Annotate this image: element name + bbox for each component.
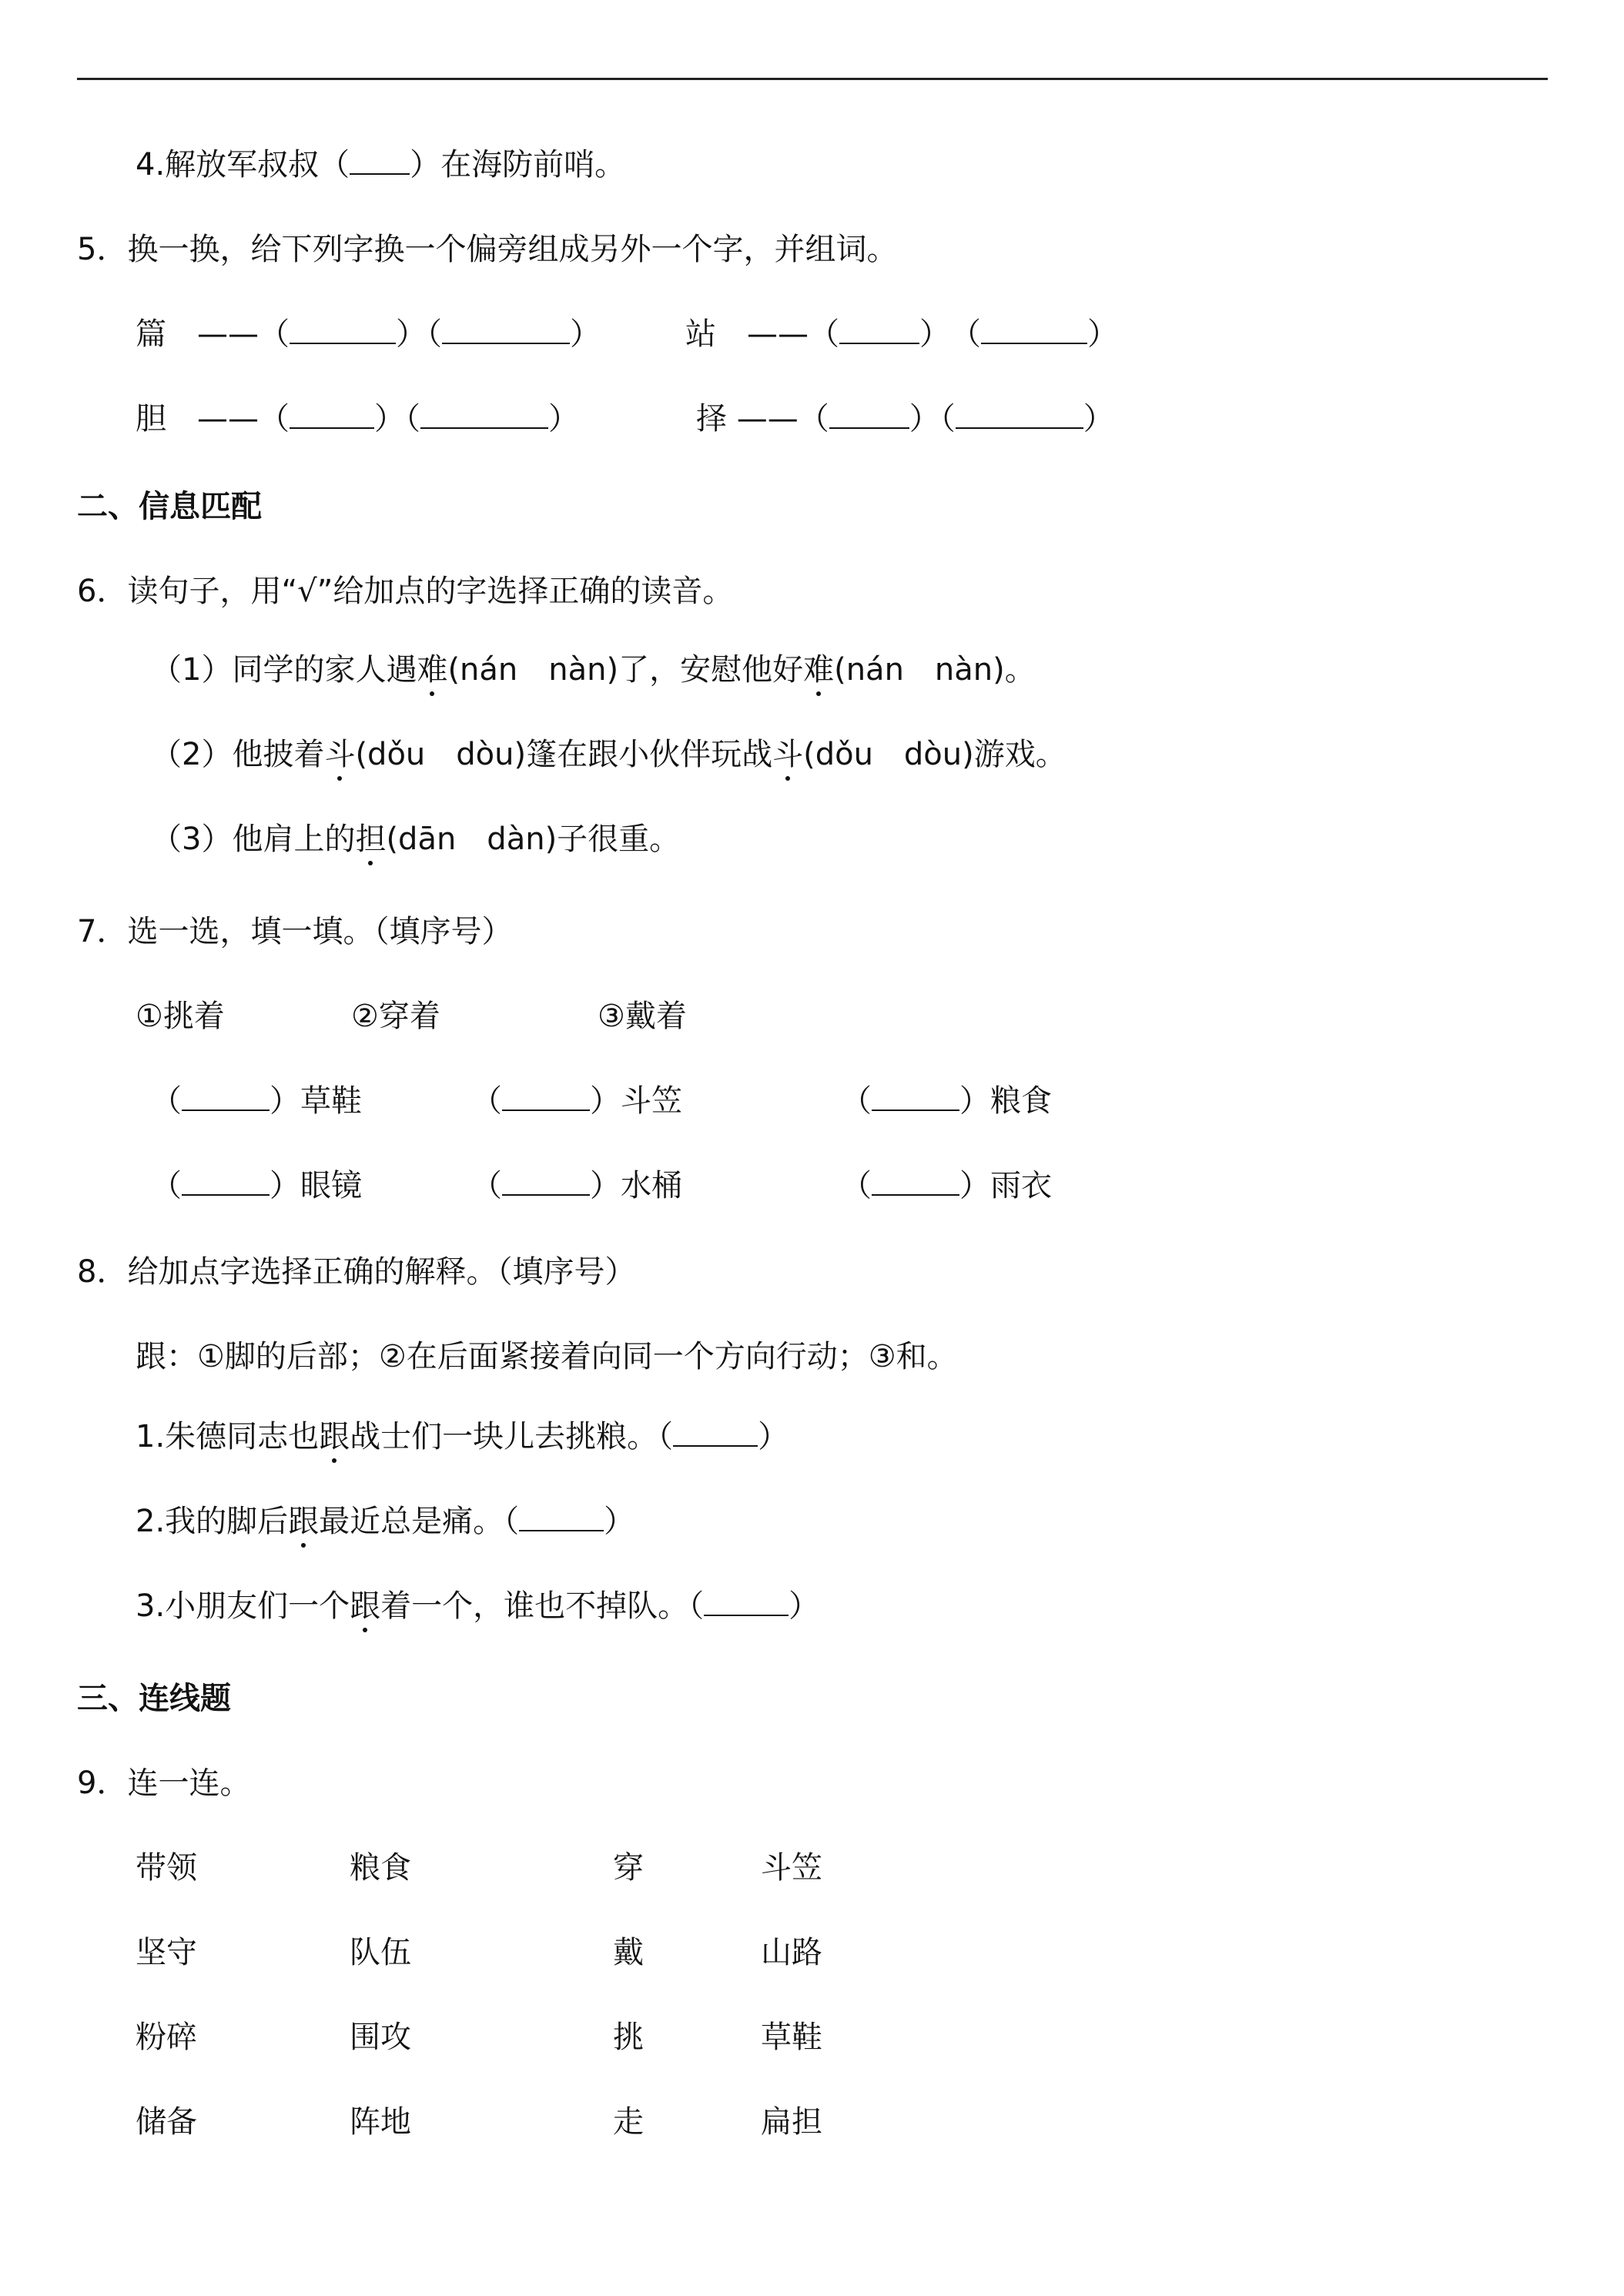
q9-title: 9．连一连。 (77, 1766, 251, 1801)
q8-definition: 跟：①脚的后部；②在后面紧接着向同一个方向行动；③和。 (136, 1339, 958, 1374)
q7-blank[interactable] (872, 1080, 959, 1111)
q9-col1-item[interactable]: 坚守 (136, 1935, 197, 1970)
q5-open: （ (259, 401, 290, 437)
q6-s1-pinyin-b: (nán nàn)。 (834, 652, 1036, 688)
q9-col2-item[interactable]: 粮食 (350, 1850, 411, 1886)
q7-row1-word-2: 斗笠 (621, 1083, 682, 1119)
q7-blank[interactable] (872, 1165, 959, 1196)
q8-sentence-3 (136, 1585, 819, 1628)
top-rule (77, 78, 1548, 80)
q9-col4-item[interactable]: 山路 (761, 1935, 822, 1970)
q5-row-2b (696, 397, 1114, 440)
q8-s3-text-a: 3.小朋友们一个 (136, 1588, 350, 1624)
q6-s2-pinyin-a: (dǒu dòu)篷在跟小伙伴玩战 (355, 737, 773, 772)
q7-row2-word-1: 眼镜 (300, 1168, 362, 1203)
q8-blank[interactable] (673, 1416, 758, 1447)
dotted-char: 跟 (288, 1500, 319, 1543)
section-3-heading: 三、连线题 (77, 1681, 231, 1716)
dotted-char: 跟 (350, 1585, 380, 1628)
q5-open: （ (405, 401, 420, 437)
dotted-char: 斗 (324, 733, 355, 776)
q9-col3-item[interactable]: 戴 (613, 1935, 644, 1970)
q6-s2-pinyin-b: (dǒu dòu)游戏。 (803, 737, 1066, 772)
q9-col2-item[interactable]: 围攻 (350, 2020, 411, 2055)
q7-row1-item-2: （ ）斗笠 (471, 1079, 682, 1123)
q8-sentence-2 (136, 1500, 635, 1543)
q5-blank[interactable] (290, 398, 374, 429)
q4-suffix: ）在海防前哨。 (410, 147, 626, 182)
q9-col4-item[interactable]: 斗笠 (761, 1850, 822, 1886)
q7-row1-word-3: 粮食 (990, 1083, 1052, 1119)
q6-s3-text: （3）他肩上的 (151, 822, 356, 857)
q5-close: ） (396, 316, 427, 352)
q8-close: ） (789, 1588, 820, 1624)
q9-col4-item[interactable]: 草鞋 (761, 2020, 822, 2055)
q6-sentence-3 (151, 818, 680, 861)
q7-blank[interactable] (502, 1165, 590, 1196)
q5-blank[interactable] (956, 398, 1083, 429)
q7-option-1: ①挑着 (136, 999, 225, 1034)
q5-close: ） (374, 401, 405, 437)
q5-open: （ (809, 316, 839, 352)
q8-blank[interactable] (519, 1501, 604, 1531)
q9-col2-item[interactable]: 队伍 (350, 1935, 411, 1970)
dotted-char: 跟 (319, 1415, 350, 1458)
q6-s1-pinyin-a: (nán nàn)了，安慰他好 (447, 652, 804, 688)
q5-blank[interactable] (839, 313, 919, 344)
q8-s1-text-b: 战士们一块儿去挑粮。（ (350, 1419, 674, 1454)
q5-close: ） (570, 316, 601, 352)
q8-blank[interactable] (704, 1585, 789, 1616)
q6-s3-pinyin: (dān dàn)子很重。 (386, 822, 681, 857)
q7-blank[interactable] (182, 1165, 270, 1196)
q9-col3-item[interactable]: 挑 (613, 2020, 644, 2055)
q5-open: （ (798, 401, 829, 437)
q8-close: ） (758, 1419, 789, 1454)
q9-col2-item[interactable]: 阵地 (350, 2104, 411, 2140)
q5-dash: —— (197, 316, 259, 352)
q7-row2-item-1: （ ）眼镜 (151, 1164, 362, 1207)
q4-prefix: 4.解放军叔叔（ (136, 147, 350, 182)
dotted-char: 难 (417, 648, 447, 691)
dotted-char: 斗 (772, 733, 803, 776)
q9-col3-item[interactable]: 走 (613, 2104, 644, 2140)
q9-col1-item[interactable]: 储备 (136, 2104, 197, 2140)
q7-row1-item-1: （ ）草鞋 (151, 1079, 362, 1123)
q5-open: （ (427, 316, 442, 352)
q5-close: ） (909, 401, 940, 437)
q5-close: ） (548, 401, 579, 437)
q4-sentence (136, 143, 625, 186)
q5-row-1 (136, 313, 601, 356)
q7-option-2: ②穿着 (351, 999, 440, 1034)
q5-blank[interactable] (290, 313, 396, 344)
q5-char-ze: 择 (696, 401, 727, 437)
q8-s3-text-b: 着一个，谁也不掉队。（ (380, 1588, 705, 1624)
q6-s2-text: （2）他披着 (151, 737, 325, 772)
q7-blank[interactable] (182, 1080, 270, 1111)
q5-close: ） (1087, 316, 1118, 352)
q5-row-1b (685, 313, 1118, 356)
q5-char-pian: 篇 (136, 316, 166, 352)
q5-close: ） (919, 316, 935, 352)
q4-blank[interactable] (350, 144, 410, 175)
q5-blank[interactable] (420, 398, 548, 429)
q6-sentence-1 (151, 648, 1036, 691)
q8-sentence-1 (136, 1415, 789, 1458)
q7-row1-item-3: （ ）粮食 (841, 1079, 1052, 1123)
q5-open: （ (966, 316, 981, 352)
q9-col3-item[interactable]: 穿 (613, 1850, 644, 1886)
q5-char-dan: 胆 (136, 401, 166, 437)
q8-title: 8．给加点字选择正确的解释。（填序号） (77, 1254, 636, 1290)
q8-close: ） (604, 1504, 635, 1539)
q6-s1-text: （1）同学的家人遇 (151, 652, 417, 688)
q5-dash: —— (736, 401, 799, 437)
q7-row2-item-2: （ ）水桶 (471, 1164, 682, 1207)
q6-sentence-2 (151, 733, 1066, 776)
q9-col4-item[interactable]: 扁担 (761, 2104, 822, 2140)
q7-option-3: ③戴着 (598, 999, 687, 1034)
q5-open: （ (939, 401, 956, 437)
q7-title: 7．选一选，填一填。（填序号） (77, 914, 513, 949)
dotted-char: 担 (355, 818, 386, 861)
q9-col1-item[interactable]: 带领 (136, 1850, 197, 1886)
q8-s2-text-a: 2.我的脚后 (136, 1504, 289, 1539)
q5-char-zhan: 站 (685, 316, 716, 352)
q5-dash: —— (197, 401, 259, 437)
q5-blank[interactable] (442, 313, 570, 344)
q7-row2-word-3: 雨衣 (990, 1168, 1052, 1203)
q9-col1-item[interactable]: 粉碎 (136, 2020, 197, 2055)
dotted-char: 难 (803, 648, 834, 691)
q6-title: 6．读句子，用“√”给加点的字选择正确的读音。 (77, 574, 734, 609)
q7-row1-word-1: 草鞋 (300, 1083, 362, 1119)
q5-open: （ (259, 316, 290, 352)
q5-row-2 (136, 397, 579, 440)
q5-dash: —— (747, 316, 809, 352)
q7-blank[interactable] (502, 1080, 590, 1111)
q8-s1-text-a: 1.朱德同志也 (136, 1419, 320, 1454)
q5-blank[interactable] (829, 398, 909, 429)
q5-title: 5．换一换，给下列字换一个偏旁组成另外一个字，并组词。 (77, 232, 898, 267)
q7-row2-item-3: （ ）雨衣 (841, 1164, 1052, 1207)
q5-close: ） (1083, 401, 1114, 437)
q8-s2-text-b: 最近总是痛。（ (319, 1504, 520, 1539)
q7-row2-word-2: 水桶 (621, 1168, 682, 1203)
section-2-heading: 二、信息匹配 (77, 489, 262, 524)
q5-blank[interactable] (981, 313, 1087, 344)
